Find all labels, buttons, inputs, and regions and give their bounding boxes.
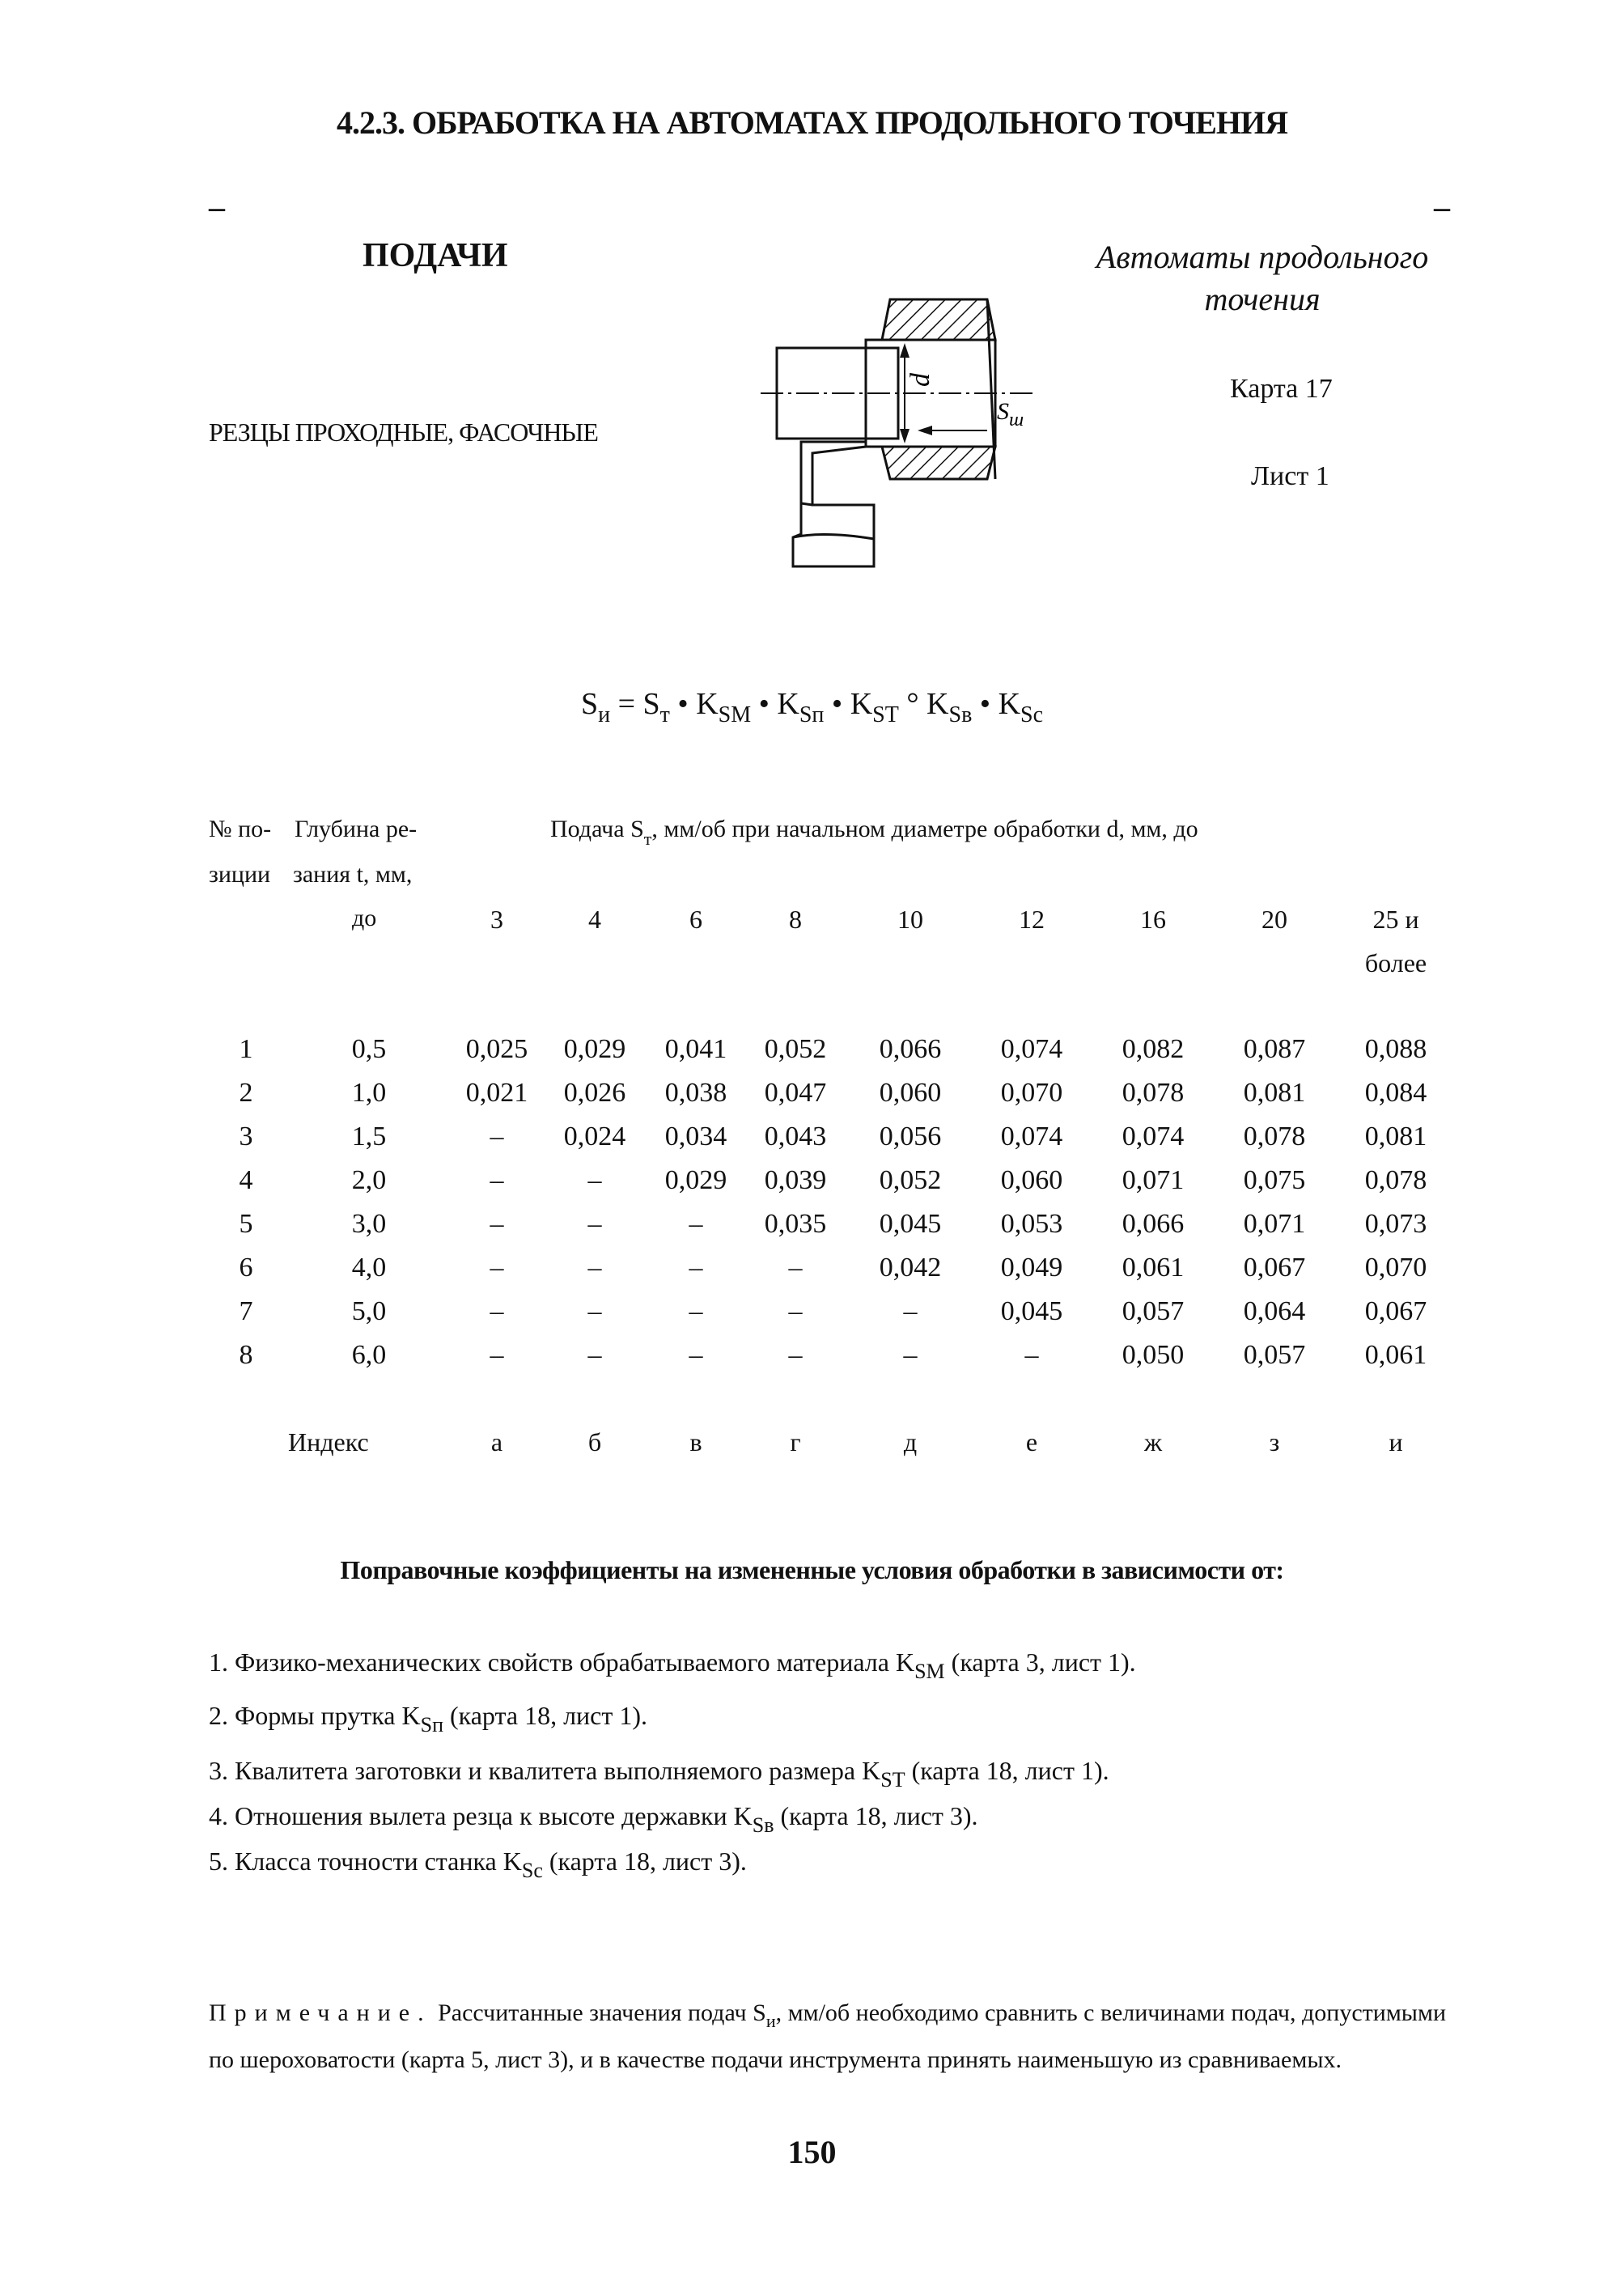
feed-value-cell: – (490, 1340, 504, 1370)
feed-value-cell: 0,029 (664, 1165, 727, 1195)
feed-value-cell: 0,081 (1364, 1122, 1427, 1151)
index-letter: а (490, 1427, 503, 1457)
row-depth: 4,0 (351, 1253, 387, 1283)
header-depth-line-3: до (352, 905, 377, 931)
correction-text: 1. Физико-механических свойств обрабатываемого материала K (209, 1647, 915, 1677)
feed-value-cell: 0,042 (879, 1253, 942, 1283)
feed-value-cell: – (689, 1253, 703, 1283)
feed-value-cell: 0,081 (1243, 1078, 1306, 1108)
row-position: 5 (239, 1209, 253, 1239)
feed-value-cell: 0,052 (764, 1034, 827, 1064)
row-position: 7 (239, 1296, 253, 1326)
feed-value-cell: 0,078 (1243, 1122, 1306, 1151)
feed-value-cell: 0,038 (664, 1078, 727, 1108)
feed-label-sub: ш (1009, 409, 1024, 430)
feed-value-cell: – (788, 1296, 803, 1326)
feed-value-cell: – (587, 1209, 602, 1239)
diameter-header-cell: 6 (689, 905, 702, 934)
formula-term-5: • K (972, 687, 1021, 721)
feed-value-cell: 0,057 (1122, 1296, 1185, 1326)
row-depth: 6,0 (351, 1340, 387, 1370)
feed-value-cell: 0,053 (1000, 1209, 1063, 1239)
correction-coefficient-sub: Sв (752, 1813, 774, 1837)
feed-value-cell: 0,045 (1000, 1296, 1063, 1326)
formula-k2-sub: Sп (799, 702, 825, 727)
formula-term-2: • K (751, 687, 799, 721)
feed-value-cell: 0,057 (1243, 1340, 1306, 1370)
feed-value-cell: – (490, 1165, 504, 1195)
feed-value-cell: 0,067 (1364, 1296, 1427, 1326)
index-letter: ж (1143, 1427, 1163, 1457)
row-depth: 0,5 (351, 1034, 387, 1064)
formula-k5-sub: Sc (1020, 702, 1044, 727)
sheet-number: Лист 1 (1251, 461, 1329, 491)
correction-item (209, 1847, 747, 1882)
formula-term-1: • K (669, 687, 719, 721)
feed-value-cell: 0,088 (1364, 1034, 1427, 1064)
feed-value-cell: 0,064 (1243, 1296, 1306, 1326)
feed-value-cell: 0,060 (1000, 1165, 1063, 1195)
index-letter: з (1269, 1427, 1280, 1457)
feed-value-cell: 0,078 (1122, 1078, 1185, 1108)
index-letter: и (1389, 1427, 1403, 1457)
row-position: 8 (239, 1340, 253, 1370)
feed-value-cell: – (587, 1296, 602, 1326)
index-label: Индекс (288, 1427, 369, 1457)
feed-value-cell: 0,084 (1364, 1078, 1427, 1108)
feed-value-cell: – (689, 1340, 703, 1370)
feed-value-cell: – (903, 1340, 918, 1370)
feed-value-cell: 0,074 (1000, 1122, 1063, 1151)
feed-value-cell: 0,061 (1122, 1253, 1185, 1283)
formula-k1-sub: SM (718, 702, 752, 727)
correction-item (209, 1756, 1109, 1792)
feed-value-cell: 0,078 (1364, 1165, 1427, 1195)
feed-value-cell: 0,071 (1122, 1165, 1185, 1195)
feed-value-cell: 0,061 (1364, 1340, 1427, 1370)
diameter-header-cell: 12 (1019, 905, 1045, 934)
header-depth-line-2: зания t, мм, (293, 861, 413, 888)
section-title: 4.2.3. ОБРАБОТКА НА АВТОМАТАХ ПРОДОЛЬНОГО ТОЧЕНИЯ (336, 104, 1288, 141)
guide-bushing-top (882, 299, 995, 340)
feed-value-cell: 0,029 (563, 1034, 626, 1064)
formula-k4-sub: Sв (948, 702, 973, 727)
note-part-2: , мм/об необходимо сравнить с величинами подач, допустимыми по шероховатости (карта 5, лист 3), и в качестве подачи инструмента принять наименьшую из сравниваемых. (209, 1999, 1446, 2073)
feed-value-cell: – (490, 1296, 504, 1326)
formula-equals: = S (610, 687, 660, 721)
index-letter: г (790, 1427, 801, 1457)
feed-value-cell: 0,034 (664, 1122, 727, 1151)
feed-value-cell: 0,066 (1122, 1209, 1185, 1239)
feed-value-cell: 0,050 (1122, 1340, 1185, 1370)
correction-item (209, 1801, 978, 1837)
correction-text: 4. Отношения вылета резца к высоте державки K (209, 1801, 753, 1830)
feed-value-cell: – (490, 1122, 504, 1151)
feed-value-cell: – (1024, 1340, 1039, 1370)
feed-value-cell: 0,074 (1122, 1122, 1185, 1151)
diameter-header-cell: 20 (1261, 905, 1287, 934)
left-dash: – (209, 189, 225, 225)
feed-value-cell: 0,056 (879, 1122, 942, 1151)
note-label: Примечание. (209, 1999, 432, 2026)
correction-item (209, 1701, 647, 1736)
feed-value-cell: 0,041 (664, 1034, 727, 1064)
index-letter: е (1025, 1427, 1038, 1457)
correction-coefficient-sub: SM (914, 1660, 945, 1683)
feed-value-cell: 0,075 (1243, 1165, 1306, 1195)
diameter-label: d (905, 373, 935, 387)
machine-type-line-1: Автоматы продольного (1096, 239, 1429, 275)
feed-value-cell: 0,074 (1000, 1034, 1063, 1064)
correction-reference: (карта 18, лист 1). (905, 1756, 1109, 1785)
correction-text: 5. Класса точности станка K (209, 1847, 522, 1876)
row-depth: 5,0 (351, 1296, 387, 1326)
diameter-header-cell: 4 (588, 905, 601, 934)
row-depth: 3,0 (351, 1209, 387, 1239)
correction-coefficient-sub: Sп (420, 1713, 443, 1736)
feed-value-cell: 0,087 (1243, 1034, 1306, 1064)
feed-value-cell: – (788, 1253, 803, 1283)
note-sub: и (765, 2011, 776, 2031)
feed-value-cell: – (587, 1253, 602, 1283)
row-position: 1 (239, 1034, 253, 1064)
correction-reference: (карта 3, лист 1). (944, 1647, 1136, 1677)
feed-value-cell: – (903, 1296, 918, 1326)
feed-value-cell: 0,060 (879, 1078, 942, 1108)
feed-label-s: S (997, 398, 1009, 425)
feed-value-cell: – (788, 1340, 803, 1370)
right-dash: – (1434, 189, 1450, 225)
feed-value-cell: – (689, 1296, 703, 1326)
feed-value-cell: 0,073 (1364, 1209, 1427, 1239)
feed-value-cell: 0,035 (764, 1209, 827, 1239)
formula-term-4: ° K (898, 687, 949, 721)
note-part-1: Рассчитанные значения подач S (431, 1999, 766, 2026)
feed-value-cell: 0,070 (1000, 1078, 1063, 1108)
correction-coefficient-sub: ST (880, 1768, 905, 1792)
feed-value-cell: 0,047 (764, 1078, 827, 1108)
header-feed-rest: , мм/об при начальном диаметре обработки d, мм, до (651, 816, 1198, 842)
correction-reference: (карта 18, лист 1). (443, 1701, 647, 1730)
feed-arrow (918, 426, 987, 435)
formula-k3-sub: ST (872, 702, 899, 727)
feed-formula (0, 686, 1624, 727)
feed-value-cell: 0,039 (764, 1165, 827, 1195)
correction-text: 2. Формы прутка K (209, 1701, 421, 1730)
feed-value-cell: 0,026 (563, 1078, 626, 1108)
feed-value-cell: 0,082 (1122, 1034, 1185, 1064)
feed-value-cell: 0,066 (879, 1034, 942, 1064)
category-title: ПОДАЧИ (363, 237, 508, 274)
correction-text: 3. Квалитета заготовки и квалитета выполняемого размера K (209, 1756, 881, 1785)
row-depth: 1,0 (351, 1078, 387, 1108)
row-position: 2 (239, 1078, 253, 1108)
turning-diagram (744, 291, 1068, 583)
index-letter: в (689, 1427, 702, 1457)
diameter-header-cell: 16 (1140, 905, 1166, 934)
diameter-header-cell: 8 (789, 905, 802, 934)
feed-value-cell: – (490, 1209, 504, 1239)
feed-value-cell: 0,070 (1364, 1253, 1427, 1283)
feed-label (997, 398, 1024, 430)
row-depth: 2,0 (351, 1165, 387, 1195)
correction-reference: (карта 18, лист 3). (542, 1847, 747, 1876)
tool-type-title: РЕЗЦЫ ПРОХОДНЫЕ, ФАСОЧНЫЕ (209, 418, 598, 447)
feed-value-cell: 0,071 (1243, 1209, 1306, 1239)
machine-type-line-2: точения (1204, 281, 1321, 317)
row-position: 3 (239, 1122, 253, 1151)
feed-value-cell: 0,021 (465, 1078, 528, 1108)
header-position-line-2: зиции (209, 861, 271, 888)
feed-value-cell: – (587, 1340, 602, 1370)
index-letter: б (587, 1427, 602, 1457)
header-feed (550, 816, 1198, 849)
formula-term-3: • K (824, 687, 873, 721)
diameter-header-cell: 10 (897, 905, 923, 934)
feed-value-cell: 0,045 (879, 1209, 942, 1239)
row-position: 6 (239, 1253, 253, 1283)
row-depth: 1,5 (351, 1122, 387, 1151)
correction-coefficient-sub: Sc (521, 1859, 543, 1882)
correction-item (209, 1647, 1136, 1683)
feed-value-cell: 0,024 (563, 1122, 626, 1151)
header-position: № по- (209, 816, 272, 842)
feed-value-cell: 0,052 (879, 1165, 942, 1195)
feed-value-cell: 0,067 (1243, 1253, 1306, 1283)
feed-value-cell: 0,043 (764, 1122, 827, 1151)
cutter-tool (793, 442, 874, 566)
corrections-title: Поправочные коэффициенты на измененные условия обработки в зависимости от: (340, 1555, 1284, 1584)
machine-type (1068, 236, 1457, 320)
feed-value-cell: 0,049 (1000, 1253, 1063, 1283)
page-number: 150 (787, 2134, 837, 2170)
formula-s-table-sub: т (659, 702, 670, 727)
formula-s-result: S (580, 687, 599, 721)
diameter-header-cell: 25 и (1372, 905, 1419, 934)
feed-value-cell: – (689, 1209, 703, 1239)
card-number: Карта 17 (1230, 374, 1333, 404)
feed-value-cell: 0,025 (465, 1034, 528, 1064)
row-position: 4 (239, 1165, 253, 1195)
header-feed-sub: т (643, 829, 652, 849)
header-depth: Глубина ре- (295, 816, 418, 842)
correction-reference: (карта 18, лист 3). (774, 1801, 978, 1830)
diameter-header-cell: 3 (490, 905, 503, 934)
guide-bushing-bottom (882, 447, 995, 479)
feed-value-cell: – (587, 1165, 602, 1195)
header-feed-s: Подача S (550, 816, 644, 842)
feed-value-cell: – (490, 1253, 504, 1283)
formula-s-result-sub: и (598, 702, 611, 727)
index-letter: д (903, 1427, 918, 1457)
diameter-header-cell-line-2: более (1364, 948, 1427, 977)
note-paragraph (209, 1991, 1471, 2083)
